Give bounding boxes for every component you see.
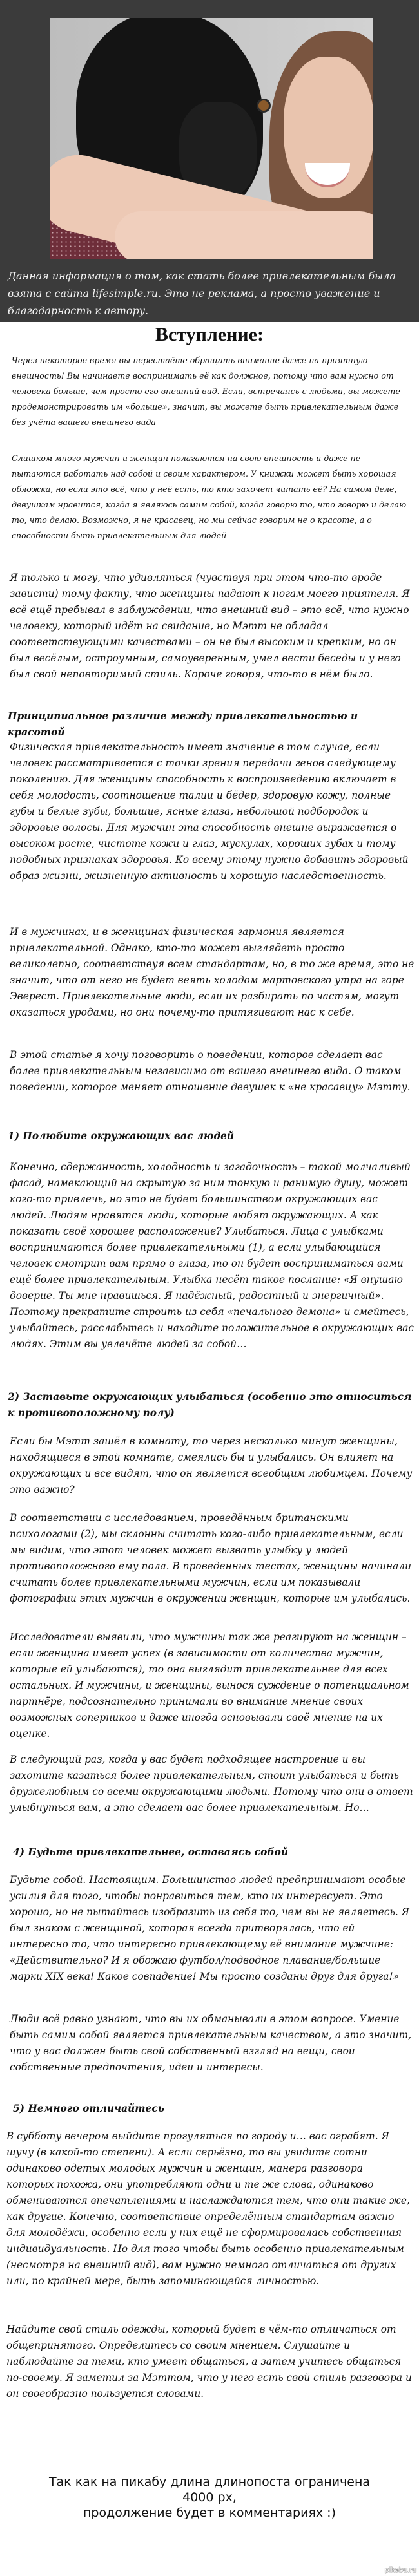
paragraph-next-time: В следующий раз, когда у вас будет подходящее настроение и вы захотите казаться более привлекательным, стоит улыбаться и быть дружелюбным со всеми окружающими людьми. Потому что они в ответ улыбнуться вам, а это сделает вас более привлекательным. Но…: [10, 1754, 413, 1814]
heading-5: 5) Немного отличайтесь: [13, 2103, 164, 2114]
photo-arm-lower: [115, 211, 373, 259]
continuation-line-3: продолжение будет в комментариях :): [83, 2506, 336, 2520]
paragraph-people: Люди всё равно узнают, что вы их обманывали в этом вопросе. Умение быть самим собой является привлекательным качеством, а это значит, что у вас должен быть свой собственный взгляд на вещи, свои собственные предпочтения, идеи и интересы.: [10, 2013, 412, 2073]
photo-gorilla-eye: [257, 99, 271, 113]
paragraph-room: Если бы Мэтт зашёл в комнату, то через несколько минут женщины, находящиеся в этой комнате, смеялись бы и улыбались. Он влияет на окружающих и все видят, что он является всеобщим любимцем. Почему это важно?: [10, 1435, 413, 1495]
heading-4: 4) Будьте привлекательнее, оставаясь собой: [13, 1846, 289, 1858]
paragraph-study: В соответствии с исследованием, проведённым британскими психологами (2), мы склонны считать кого-либо привлекательным, если мы видим, что этот человек может вызвать улыбку у людей противоположного ему пола. В проведенных тестах, женщины начинали считать более привлекательными мужчин, если им показывали фотографии этих мужчин в окружении женщин, которые им улыбались.: [10, 1512, 412, 1604]
paragraph-researchers: Исследователи выявили, что мужчины так же реагируют на женщин – если женщина имеет успех (в зависимости от количества мужчин, которые ей улыбаются), то она выглядит привлекательнее для всех остальных. И мужчины, и женщины, вынося суждение о потенциальном партнёре, подсознательно принимали во внимание мнение своих возможных соперников и даже иногда основывали своё мнение на их оценке.: [10, 1631, 409, 1739]
paragraph-saturday: В субботу вечером выйдите прогуляться по городу и… вас ограбят. Я шучу (в какой-то степени). А если серьёзно, то вы увидите сотни одинаково одетых молодых мужчин и женщин, манера разговора которых похожа, они употребляют одни и те же слова, одинаково обмениваются впечатлениями и наслаждаются тем, что они такие же, как другие. Конечно, соответствие определённым стандартам важно для молодёжи, особенно если у них ещё не сформировалась собственная индивидуальность. Но для того чтобы быть особенно привлекательным (несмотря на внешний вид), вам нужно немного отличаться от других или, по крайней мере, быть запоминающейся личностью.: [6, 2130, 410, 2287]
paragraph-matt: Я только и могу, что удивляться (чувствуя при этом что-то вроде зависти) тому факту, что женщины падают к ногам моего приятеля. Я всё ещё пребывал в заблуждении, что внешний вид – это всё, что нужно человеку, который идёт на свидание, но Мэтт не обладал соответствующими качествами – он не был высоким и крепким, но он был весёлым, остроумным, самоуверенным, умел вести беседы и у него был свой неповторимый стиль. Короче говоря, что-то в нём было.: [10, 572, 410, 680]
paragraph-harmony: И в мужчинах, и в женщинах физическая гармония является привлекательной. Однако, кто-то может выглядеть просто великолепно, соответствуя всем стандартам, но, в то же время, это не значит, что от него не будет веять холодом мартовского утра на горе Эверест. Привлекательные люди, если их разбирать по частям, могут оказаться уродами, но они почему-то притягивают нас к себе.: [10, 926, 414, 1018]
continuation-line-2: 4000 px,: [182, 2490, 237, 2505]
pikabu-watermark: pikabu.ru: [384, 2566, 416, 2574]
heading-difference: Принципиальное различие между привлекательностью и красотой: [8, 710, 358, 738]
paragraph-yourself: Будьте собой. Настоящим. Большинство людей предпринимают особые усилия для того, чтобы понравиться тем, кто их интересует. Это хорошо, но не пытайтесь изобразить из себя то, чем вы не являетесь. Я был знаком с женщиной, которая всегда притворялась, что ей интересно то, что интересно привлекающему её внимание мужчине: «Действительно? И я обожаю футбол/подводное плавание/большие марки XIX века! Какое совпадение! Мы просто созданы друг для друга!»: [10, 1874, 410, 1982]
intro-title: Вступление:: [155, 324, 264, 345]
paragraph-style: Найдите свой стиль одежды, который будет в чём-то отличаться от общепринятого. Определитесь со своим мнением. Слушайте и наблюдайте за теми, кто умеет общаться, а затем учитесь общаться по-своему. Я заметил за Мэттом, что у него есть свой стиль разговора и он своеобразно пользуется словами.: [6, 2324, 412, 2400]
header-photo: [50, 18, 373, 259]
paragraph-physical: Физическая привлекательность имеет значение в том случае, если человек рассматривается с точки зрения передачи генов следующему поколению. Для женщины способность к воспроизведению включает в себя молодость, соотношение талии и бёдер, здоровую кожу, полные губы и белые зубы, большие, ясные глаза, небольшой подбородок и здоровые волосы. Для мужчин эта способность внешне выражается в высоком росте, чистоте кожи и глаз, мускулах, хороших зубах и тому подобных признаках здоровья. Ко всему этому нужно добавить здоровый образ жизни, жизненную активность и хорошую наследственность.: [10, 741, 409, 882]
continuation-note: [0, 2474, 419, 2521]
continuation-line-1: Так как на пикабу длина длинопоста ограничена: [48, 2475, 371, 2489]
intro-paragraph-2: Слишком много мужчин и женщин полагаются на свою внешность и даже не пытаются работать над собой и своим характером. У книжки может быть хорошая обложка, но если это всё, что у неё есть, то кто захочет читать её? На самом деле, девушкам нравится, когда я являюсь самим собой, когда говорю то, что говорю и делаю то, что делаю. Возможно, я не красавец, но мы сейчас говорим не о красоте, а о способности быть привлекательным для людей: [12, 453, 407, 540]
heading-1: 1) Полюбите окружающих вас людей: [8, 1130, 235, 1142]
paragraph-behavior: В этой статье я хочу поговорить о поведении, которое сделает вас более привлекательным независимо от вашего внешнего вида. О таком поведении, которое меняет отношение девушек к «не красавцу» Мэтту.: [10, 1049, 411, 1093]
intro-paragraph-1: Через некоторое время вы перестаёте обращать внимание даже на приятную внешность! Вы начинаете воспринимать её как должное, потому что вам нужно от человека больше, чем просто его внешний вид. Если, встречаясь с людьми, вы можете продемонстрировать им «больше», значит, вы можете быть привлекательным даже без учёта вашего внешнего вида: [12, 355, 400, 427]
heading-2: 2) Заставьте окружающих улыбаться (особенно это относиться к противоположному полу): [8, 1391, 412, 1419]
header-banner: [0, 0, 419, 322]
paragraph-love: Конечно, сдержанность, холодность и загадочность – такой молчаливый фасад, намекающий на скрытую за ним тонкую и ранимую душу, может кого-то привлечь, но это не будет большинством окружающих вас людей. Людям нравятся люди, которые любят окружающих. А как показать своё хорошее расположение? Улыбаться. Лица с улыбками воспринимаются более привлекательными (1), а если улыбающийся человек смотрит вам прямо в глаза, то он будет восприниматься вами ещё более привлекательным. Улыбка несёт такое послание: «Я внушаю доверие. Ты мне нравишься. Я надёжный, радостный и энергичный». Поэтому прекратите строить из себя «печального демона» и смейтесь, улыбайтесь, расслабьтесь и находите положительное в окружающих вас людях. Этим вы увлечёте людей за собой…: [10, 1161, 414, 1350]
source-caption: Данная информация о том, как стать более привлекательным была взята с сайта lifesimple.ru. Это не реклама, а просто уважение и благодарность к автору.: [8, 270, 396, 317]
